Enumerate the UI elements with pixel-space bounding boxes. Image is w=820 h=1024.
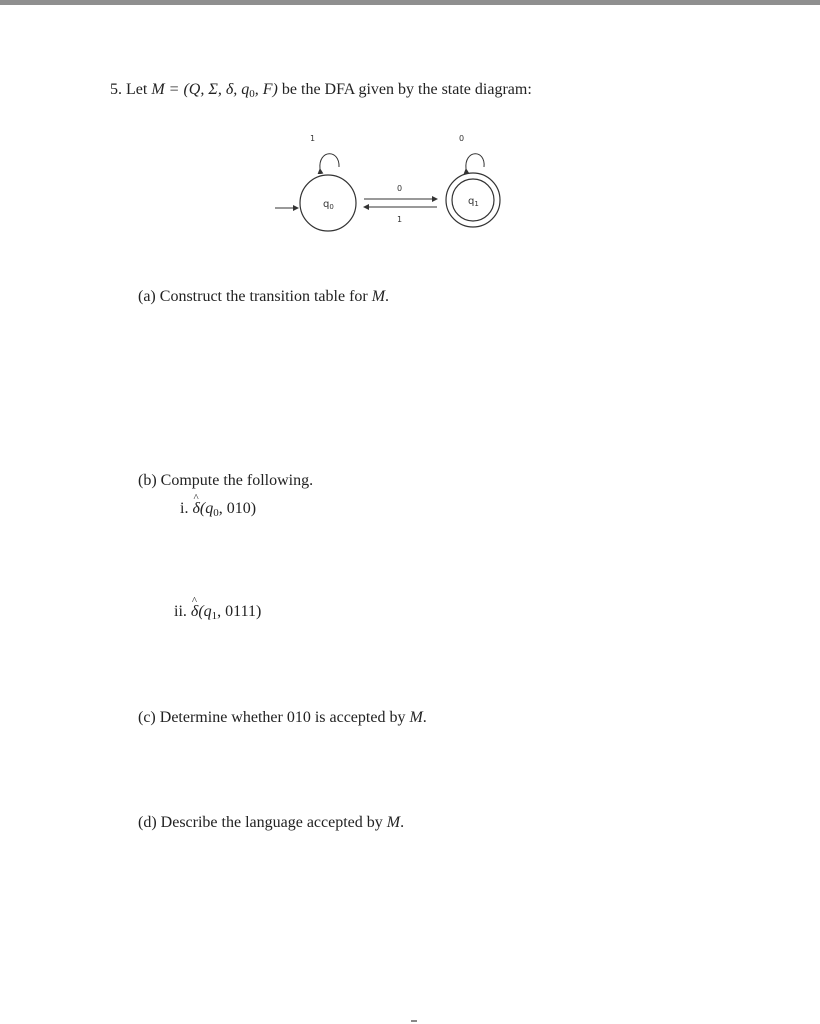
part-a-var: M [371, 288, 386, 305]
part-b-i-close: , 010) [218, 500, 257, 517]
part-c-label: (c) [138, 709, 156, 726]
state-q1-label: $q_1$ [468, 196, 479, 208]
problem-statement [110, 80, 532, 100]
page-top-border [0, 0, 820, 5]
part-b-i-arg: (q [199, 500, 214, 517]
self-loop-q1-symbol: 0 [459, 134, 465, 143]
part-d-var: M [386, 814, 401, 831]
part-b-label: (b) [138, 472, 157, 489]
part-a [138, 287, 389, 307]
part-b-i [180, 499, 256, 519]
part-c [138, 708, 427, 728]
page-number-mark [411, 1020, 417, 1022]
self-loop-q0-symbol: 1 [310, 134, 316, 143]
part-c-end: . [422, 709, 427, 726]
part-a-text: Construct the transition table for [159, 288, 368, 305]
part-b [138, 471, 313, 491]
self-loop-q1 [466, 154, 484, 169]
part-d-end: . [400, 814, 405, 831]
part-b-ii-delta: ^ δ [191, 602, 198, 622]
part-b-i-label: i. [180, 500, 189, 517]
self-loop-q0 [320, 154, 339, 169]
intro-prefix: Let [126, 81, 148, 98]
part-c-text: Determine whether 010 is accepted by [159, 709, 406, 726]
part-d [138, 813, 404, 833]
tuple-end: , F) [254, 81, 278, 98]
intro-suffix: be the DFA given by the state diagram: [281, 81, 532, 98]
part-b-i-delta: ^ δ [192, 499, 199, 519]
transition-q0-q1-symbol: 0 [397, 184, 403, 193]
tuple-text: = (Q, Σ, δ, q [168, 81, 250, 98]
tuple-subscript: 0 [249, 88, 255, 100]
transition-q1-q0-symbol: 1 [397, 215, 403, 224]
part-b-ii-sub: 1 [211, 610, 218, 622]
machine-symbol: M [151, 81, 165, 98]
part-b-text: Compute the following. [160, 472, 314, 489]
part-a-label: (a) [138, 288, 156, 305]
part-b-ii-arg: (q [198, 603, 212, 620]
part-c-var: M [409, 709, 423, 726]
part-b-i-sub: 0 [213, 507, 219, 519]
dfa-state-diagram [260, 125, 520, 240]
part-a-end: . [385, 288, 390, 305]
part-b-ii-close: , 0111) [217, 603, 262, 620]
part-b-ii-label: ii. [174, 603, 187, 620]
part-d-text: Describe the language accepted by [160, 814, 383, 831]
part-b-ii [174, 602, 261, 622]
problem-number: 5. [110, 81, 122, 98]
part-d-label: (d) [138, 814, 157, 831]
state-q0-label: $q_0$ [323, 199, 334, 211]
